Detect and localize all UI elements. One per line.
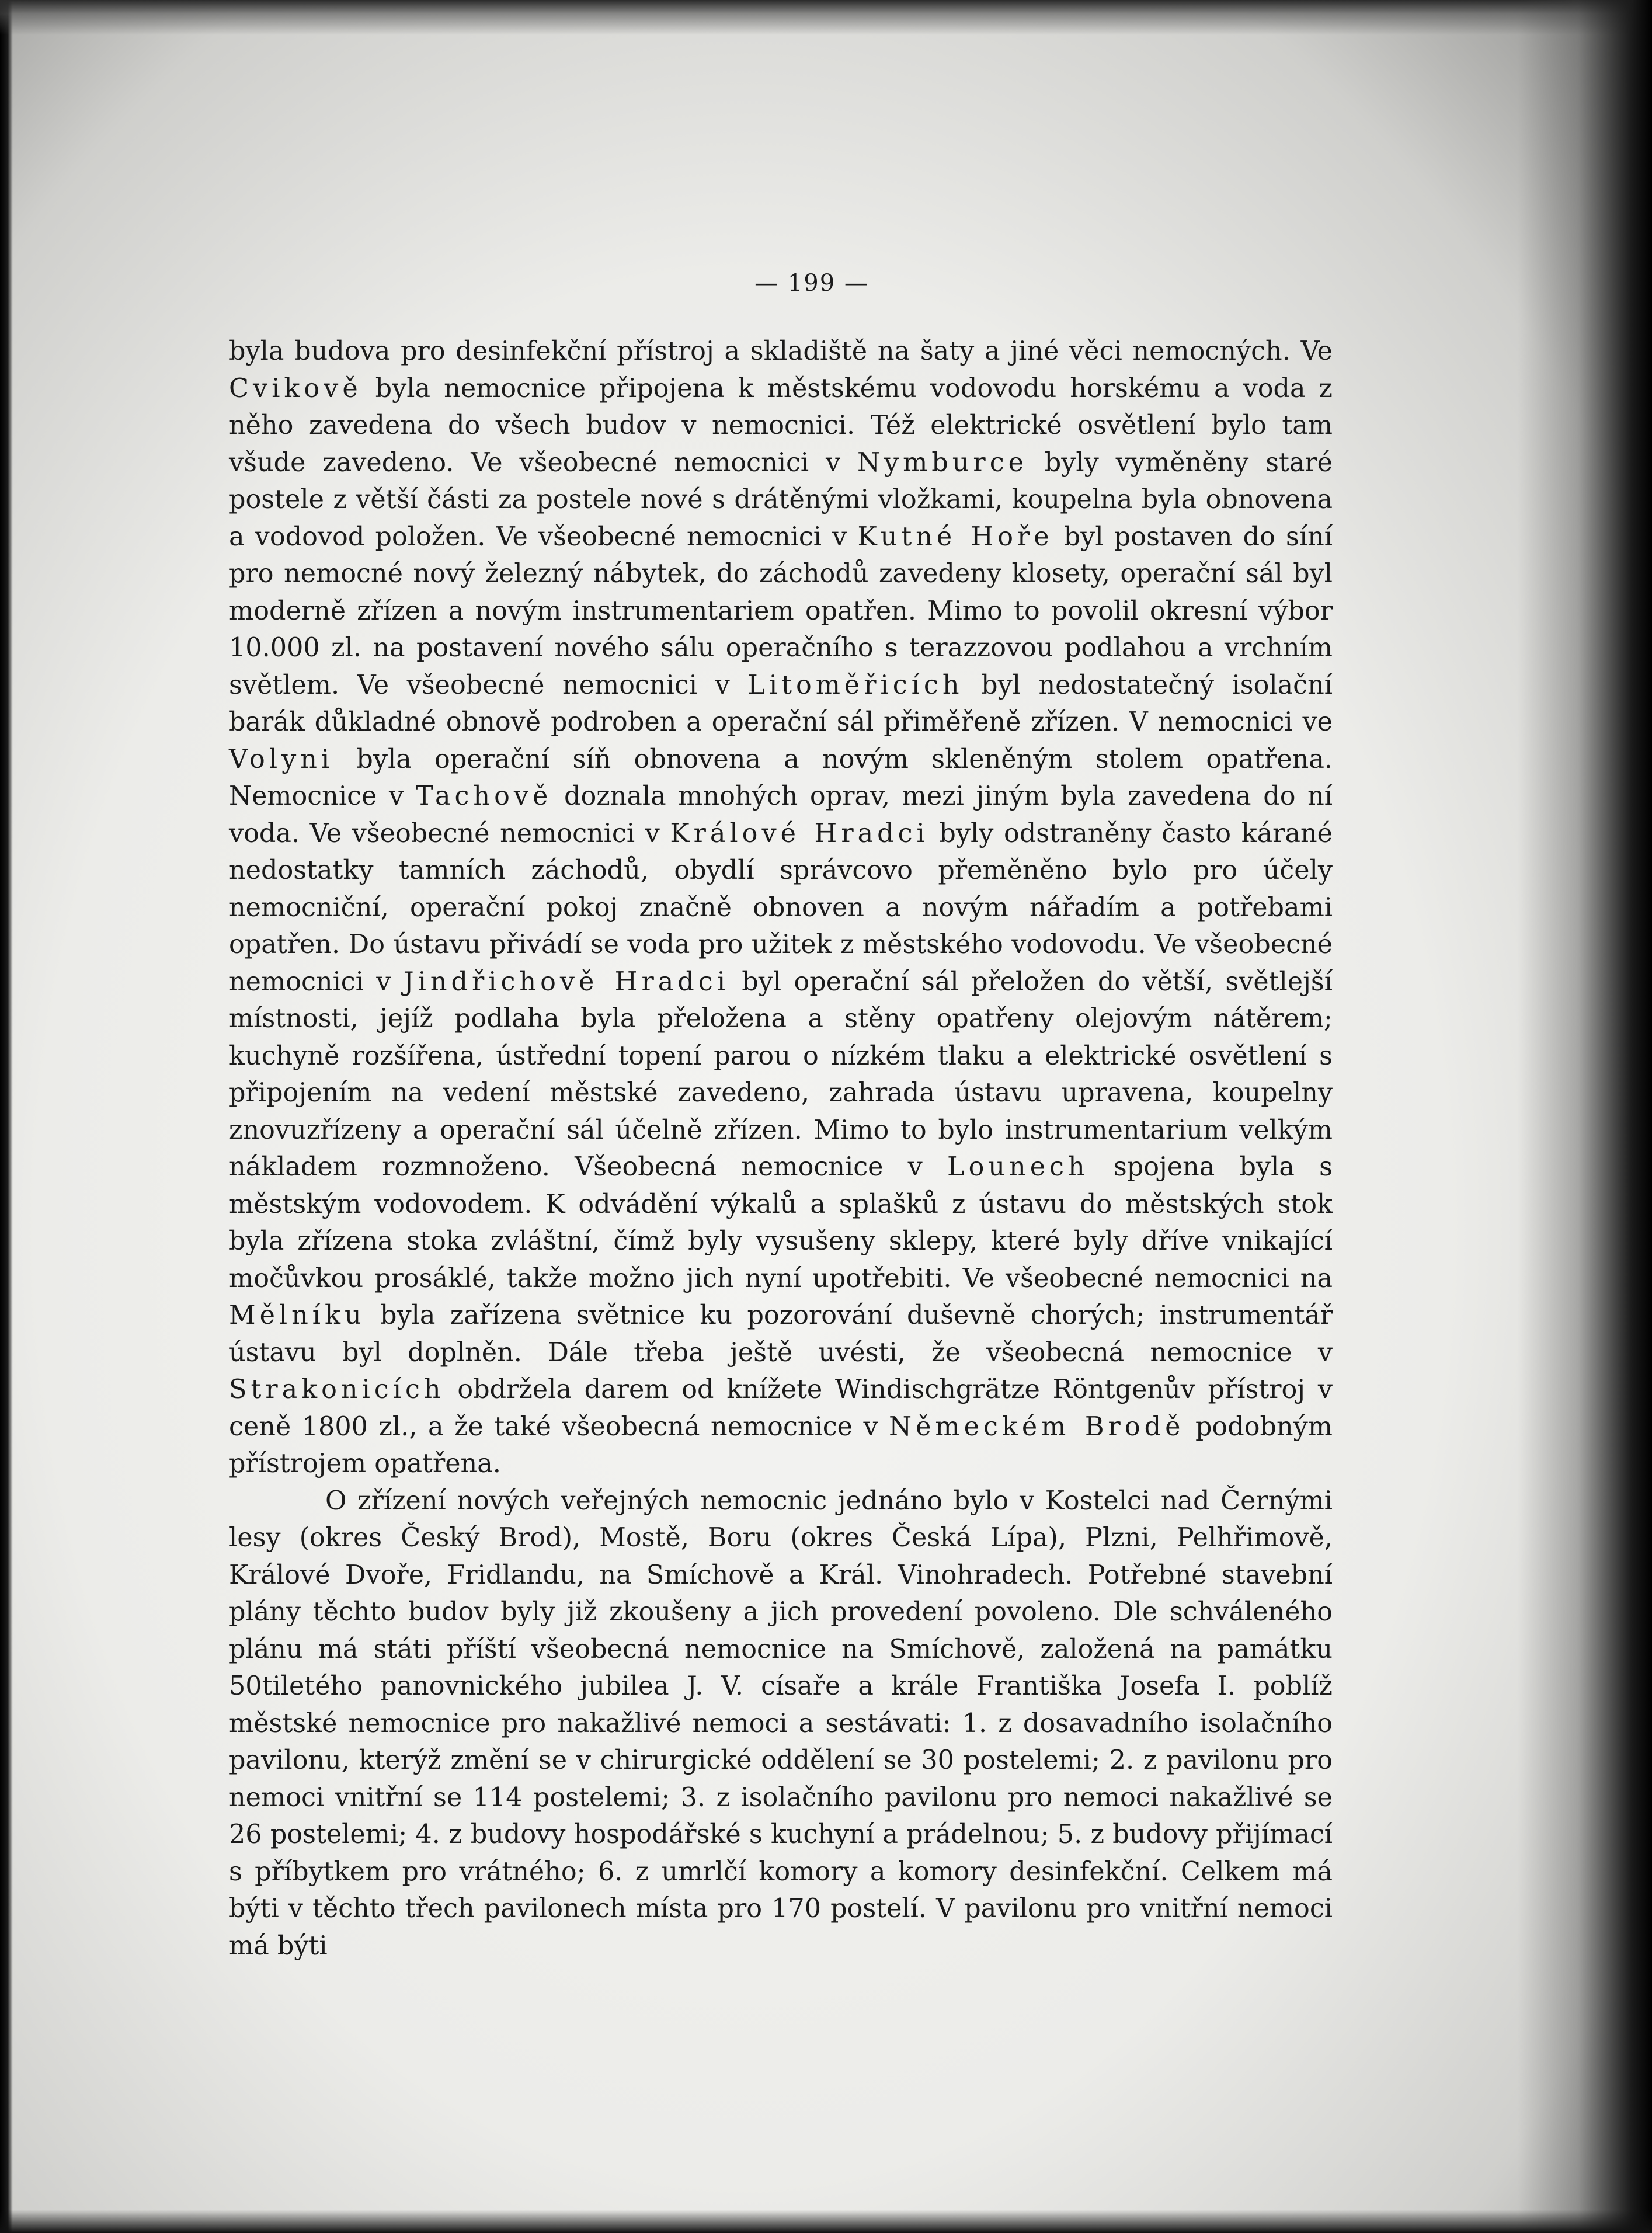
- place-name: Lounech: [947, 1152, 1089, 1182]
- scan-edge-left: [0, 0, 13, 2233]
- place-name: Tachově: [415, 781, 552, 811]
- scan-edge-top: [0, 0, 1652, 35]
- place-name: Cvikově: [229, 373, 362, 404]
- page-number: — 199 —: [754, 270, 869, 297]
- body-text: [229, 333, 1333, 1964]
- paragraph-hospital-improvements: byla budova pro desinfekční přístroj a skladiště na šaty a jiné věci nemocných. Ve Cvikově byla nemocnice připojena k městskému vodovodu horskému a voda z něho zavedena do všech budov v nemocnici. Též elektrické osvětlení bylo tam všude zavedeno. Ve všeobecné nemocnici v Nymburce byly vyměněny staré postele z větší části za postele nové s drátěnými vložkami, koupelna byla obnovena a vodovod položen. Ve všeobecné nemocnici v Kutné Hoře byl postaven do síní pro nemocné nový železný nábytek, do záchodů zavedeny klosety, operační sál byl moderně zřízen a novým instrumentariem opatřen. Mimo to povolil okresní výbor 10.000 zl. na postavení nového sálu operačního s terazzovou podlahou a vrchním světlem. Ve všeobecné nemocnici v Litoměřicích byl nedostatečný isolační barák důkladné obnově podroben a operační sál přiměřeně zřízen. V nemocnici ve Volyni byla operační síň obnovena a novým skleněným stolem opatřena. Nemocnice v Tachově doznala mnohých oprav, mezi jiným byla zavedena do ní voda. Ve všeobecné nemocnici v Králové Hradci byly odstraněny často kárané nedostatky tamních záchodů, obydlí správcovo přeměněno bylo pro účely nemocniční, operační pokoj značně obnoven a novým nářadím a potřebami opatřen. Do ústavu přivádí se voda pro užitek z městského vodovodu. Ve všeobecné nemocnici v Jindřichově Hradci byl operační sál přeložen do větší, světlejší místnosti, jejíž podlaha byla přeložena a stěny opatřeny olejovým nátěrem; kuchyně rozšířena, ústřední topení parou o nízkém tlaku a elektrické osvětlení s připojením na vedení městské zavedeno, zahrada ústavu upravena, koupelny znovuzřízeny a operační sál účelně zřízen. Mimo to bylo instrumentarium velkým nákladem rozmnoženo. Všeobecná nemocnice v Lounech spojena byla s městským vodovodem. K odvádění výkalů a splašků z ústavu do městských stok byla zřízena stoka zvláštní, čímž byly vysušeny sklepy, které byly dříve vnikající močůvkou prosáklé, takže možno jich nyní upotřebiti. Ve všeobecné nemocnici na Mělníku byla zařízena světnice ku pozorování duševně chorých; instrumentář ústavu byl doplněn. Dále třeba ještě uvésti, že všeobecná nemocnice v Strakonicích obdržela darem od knížete Windischgrätze Röntgenův přístroj v ceně 1800 zl., a že také všeobecná nemocnice v Německém Brodě podobným přístrojem opatřena.: [229, 336, 1333, 1479]
- place-name: Litoměřicích: [747, 670, 964, 700]
- place-name: Jindřichově Hradci: [403, 966, 729, 997]
- place-name: Nymburce: [857, 447, 1028, 478]
- scan-edge-bottom: [0, 2210, 1652, 2233]
- place-name: Volyni: [229, 744, 334, 774]
- place-name: Králové Hradci: [670, 818, 929, 848]
- place-name: Německém Brodě: [889, 1411, 1185, 1442]
- place-name: Mělníku: [229, 1300, 366, 1330]
- scan-edge-right: [1518, 0, 1652, 2233]
- place-name: Kutné Hoře: [857, 521, 1053, 552]
- paragraph-new-hospitals: O zřízení nových veřejných nemocnic jednáno bylo v Kostelci nad Černými lesy (okres Český Brod), Mostě, Boru (okres Česká Lípa), Plzni, Pelhřimově, Králové Dvoře, Fridlandu, na Smíchově a Král. Vinohradech. Potřebné stavební plány těchto budov byly již zkoušeny a jich provedení povoleno. Dle schváleného plánu má státi příští všeobecná nemocnice na Smíchově, založená na památku 50tiletého panovnického jubilea J. V. císaře a krále Františka Josefa I. poblíž městské nemocnice pro nakažlivé nemoci a sestávati: 1. z dosavadního isolačního pavilonu, kterýž změní se v chirurgické oddělení se 30 postelemi; 2. z pavilonu pro nemoci vnitřní se 114 postelemi; 3. z isolačního pavilonu pro nemoci nakažlivé se 26 postelemi; 4. z budovy hospodářské s kuchyní a prádelnou; 5. z budovy přijímací s příbytkem pro vrátného; 6. z umrlčí komory a komory desinfekční. Celkem má býti v těchto třech pavilonech místa pro 170 postelí. V pavilonu pro vnitřní nemoci má býti: [229, 1486, 1333, 1961]
- place-name: Strakonicích: [229, 1375, 445, 1404]
